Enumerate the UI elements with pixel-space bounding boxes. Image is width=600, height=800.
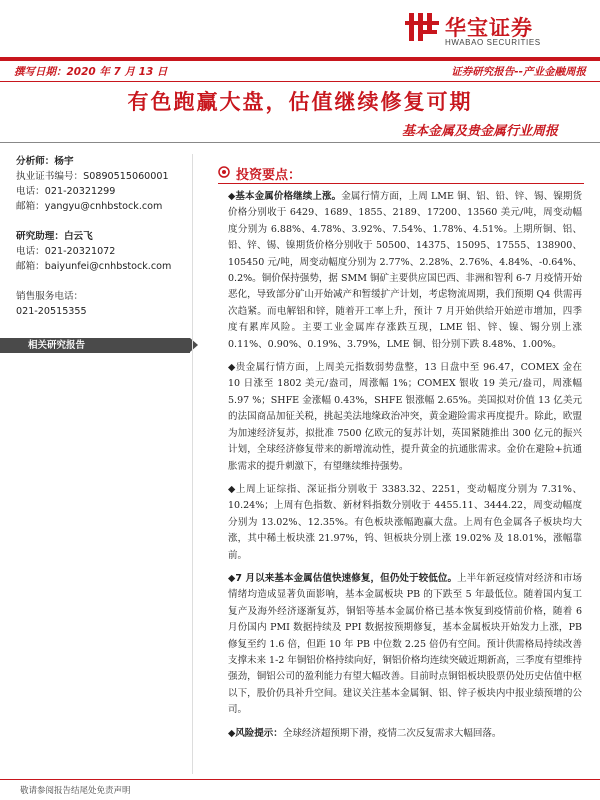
assistant-name: 研究助理：白云飞	[16, 231, 93, 242]
analyst-phone: 电话：021-20321299	[16, 186, 116, 197]
para-lead: ◆基本金属价格继续上涨。	[228, 191, 342, 202]
header-thin-divider	[0, 81, 600, 82]
hwabao-logo-icon	[405, 10, 439, 44]
investment-heading: 投资要点：	[236, 168, 302, 183]
author-panel	[16, 154, 186, 319]
para-valuation	[228, 571, 582, 719]
assistant-phone: 电话：021-20321072	[16, 246, 116, 257]
sales-phone: 021-20515355	[16, 306, 87, 317]
logo-chinese-name: 华宝证券	[445, 16, 533, 40]
para-text: 上半年新冠疫情对经济和市场情绪均造成显著负面影响，基本金属板块 PB 的下跌至 5 年最低位。随着国内复工复产及海外经济逐渐复苏，铜铝等基本金属价格已基本恢复到疫情前价格，随着 6 月份国内 PMI 数据持续及 PPI 数据按预期修复，基本金属板块开始发力上涨，PB 修复至约 1.6 倍，但距 10 年 PB 中位数 2.25 倍仍有空间。预计供需格局持续改善支撑未来 1-2 年铜铝价格持续向好，铜铝价格均连续突破近期新高，三季度有望维持强劲，铜铝公司的盈利能力有望大幅改善。目前时点铜铝板块股票仍处历史估值中枢以下，股价仍具补升空间。建议关注基本金属铜、铝、锌子板块内中报业绩预增的公司。	[228, 572, 582, 716]
para-lead: ◆	[228, 362, 236, 374]
related-reports-tag: 相关研究报告	[0, 338, 190, 353]
report-subtitle: 基本金属及贵金属行业周报	[401, 124, 558, 139]
disclaimer-note: 敬请参阅报告结尾处免责声明	[20, 786, 131, 796]
logo-english-name: HWABAO SECURITIES	[445, 38, 541, 47]
target-circle-icon	[218, 166, 230, 178]
analyst-cert: 执业证书编号：S0890515060001	[16, 171, 169, 182]
company-logo	[405, 10, 585, 50]
analyst-email[interactable]: 邮箱：yangyu@cnhbstock.com	[16, 201, 163, 212]
column-separator	[192, 154, 193, 774]
para-lead: ◆	[228, 483, 236, 495]
para-text: 全球经济超预期下滑，疫情二次反复需求大幅回落。	[282, 727, 502, 739]
report-category: 证券研究报告--产业金融周报	[451, 66, 586, 78]
para-market	[228, 482, 582, 564]
investment-underline	[218, 183, 584, 184]
para-precious-metals	[228, 360, 582, 475]
para-risk	[228, 726, 582, 742]
assistant-email[interactable]: 邮箱：baiyunfei@cnhbstock.com	[16, 261, 172, 272]
report-date: 撰写日期：2020 年 7 月 13 日	[14, 66, 168, 78]
analyst-name: 分析师：杨宇	[16, 156, 74, 167]
title-divider	[0, 142, 600, 143]
header-divider	[0, 57, 600, 61]
para-text: 贵金属行情方面，上周美元指数弱势盘整，13 日盘中至 96.47，COMEX 金在 10 日涨至 1802 美元/盎司，周涨幅 1%；COMEX 银收 19 美元/盎司，周涨幅 5.97 %；SHFE 金涨幅 0.43%，SHFE 银涨幅 2.65%。美国拟对价值 13 亿美元的法国商品加征关税，挑起美法地缘政治冲突，黄金避险需求再度提升。除此，欧盟为加速经济复苏，拟批准 7500 亿欧元的复苏计划，英国紧随推出 300 亿元的振兴计划，全球经济修复带来的新增流动性，提升黄金的抗通胀需求。金价在避险+抗通胀需求的提升刺激下，有望继续维持强势。	[228, 362, 583, 472]
para-text: 上周上证综指、深证指分别收于 3383.32、2251，变动幅度分别为 7.31%、10.24%；上周有色指数、新材料指数分别收于 4455.11、3444.22，周变动幅度分别为 13.02%、12.35%。有色板块涨幅跑赢大盘。上周有色金属各子板块均大涨，其中稀土板块涨 21.97%，钨、钽板块分别上涨 19.02% 及 18.01%，涨幅靠前。	[228, 483, 582, 561]
footer-divider	[0, 779, 600, 780]
para-lead: ◆风险提示：	[228, 727, 283, 739]
para-text: 金属行情方面，上周 LME 铜、铝、铅、锌、锡、镍期货价格分别收于 6429、1689、1855、2189、17200、13560 美元/吨，周变动幅度分别为 6.88%、4.78%、3.92%、7.54%、1.78%、4.51%。上期所铜、铝、铅、锌、锡、镍期货价格分别收于 50500、14375、15095、17555、138900、105450 元/吨，周变动幅度分别为 2.77%、2.28%、2.76%、4.84%、-0.64%、0.2%。铜价保持强势，据 SMM 铜矿主要供应国巴西、非洲和智利 6-7 月疫情开始恶化，导致部分矿山开始减产和暂缓扩产计划，考虑物流周期，我们预期 Q4 供需再次趋紧。而电解铝和锌，随着开工率上升，预计 7 月开始供给开始逆市增加，四季度有累库风险。主要工业金属库存涨跌互现，LME 铝、锌、镍、锡分别上涨 0.11%、0.90%、0.19%、3.79%，LME 铜、铅分别下跌 8.48%、1.00%。	[228, 191, 583, 350]
para-base-metals	[228, 189, 582, 353]
investment-body	[228, 189, 582, 749]
report-title: 有色跑赢大盘，估值继续修复可期	[127, 89, 473, 114]
para-lead: ◆7 月以来基本金属估值快速修复，但仍处于较低位。	[228, 572, 458, 584]
sales-label: 销售服务电话：	[16, 291, 84, 302]
